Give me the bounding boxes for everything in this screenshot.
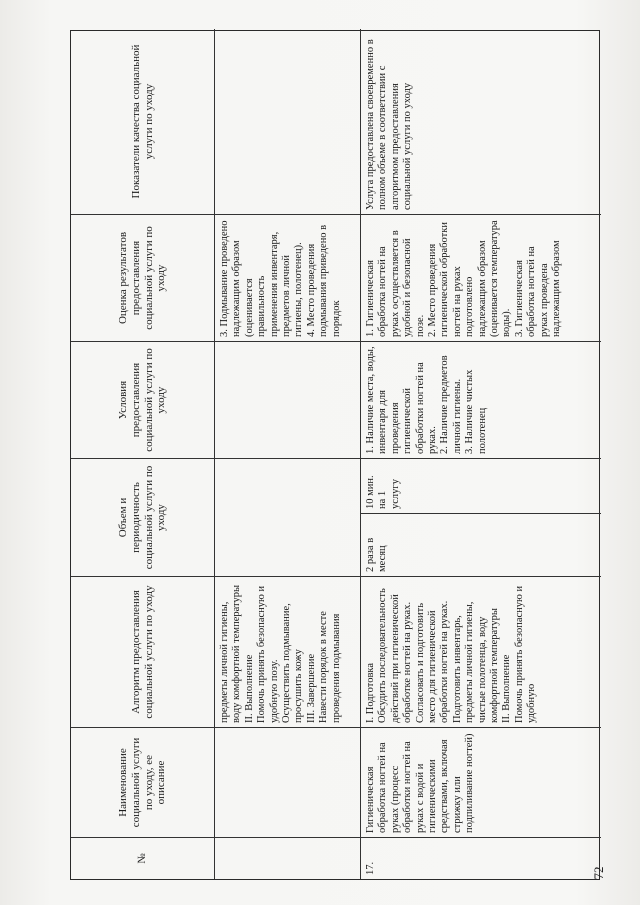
row17-conditions: 1. Наличие места, воды, инвентаря для проведения гигиенической обработки ногтей на руках. 2. Наличие предметов личной гигиены. 3. Наличие чистых полотенец bbox=[361, 341, 601, 458]
header-algorithm: Алгоритм предоставления социальной услуги по уходу bbox=[71, 576, 215, 727]
social-services-table bbox=[70, 30, 600, 880]
header-volume: Объем и периодичность социальной услуги по уходу bbox=[71, 458, 215, 576]
row17-evaluation: 1. Гигиеническая обработка ногтей на руках осуществляется в удобной и безопасной позе. 2. Место проведения гигиенической обработки ногтей на руках подготовлено надлежащим образом (оценивается температура воды). 3. Гигиеническая обработка ногтей на руках проведена надлежащим образом bbox=[361, 214, 601, 341]
prev-algorithm-cell: предметы личной гигиены, воду комфортной температуры II. Выполнение Помочь принять безопасную и удобную позу. Осуществить подмывание, просушить кожу III. Завершение Навести порядок в месте проведения подмывания bbox=[215, 576, 361, 727]
prev-indicators-cell bbox=[215, 29, 361, 214]
prev-num-cell bbox=[215, 837, 361, 879]
header-evaluation: Оценка результатов предоставления социальной услуги по уходу bbox=[71, 214, 215, 341]
row17-service-name: Гигиеническая обработка ногтей на руках (процесс обработки ногтей на руках с водой и гигиеническими средствами, включая стрижку или подпиливание ногтей) bbox=[361, 727, 601, 837]
prev-conditions-cell bbox=[215, 341, 361, 458]
row17-num: 17. bbox=[361, 837, 601, 879]
row17-algorithm: I. Подготовка Обсудить последовательность действий при гигиенической обработке ногтей на руках. Согласовать и подготовить место для гигиенической обработки ногтей на руках. Подготовить инвентарь, предметы личной гигиены, чистые полотенца, воду комфортной температуры II. Выполнение Помочь принять безопасную и удобную bbox=[361, 576, 601, 727]
header-conditions: Условия предоставления социальной услуги по уходу bbox=[71, 341, 215, 458]
row17-duration: 10 мин. на 1 услугу bbox=[361, 458, 601, 513]
header-service-name: Наименование социальной услуги по уходу, ее описание bbox=[71, 727, 215, 837]
page-number: 72 bbox=[591, 866, 606, 880]
row17-frequency: 2 раза в месяц bbox=[361, 513, 601, 576]
prev-name-cell bbox=[215, 727, 361, 837]
row17-quality-indicators: Услуга предоставлена своевременно в полном объеме в соответствии с алгоритмом предоставления социальной услуги по уходу bbox=[365, 39, 414, 210]
header-quality-indicators: Показатели качества социальной услуги по уходу bbox=[71, 29, 215, 214]
prev-volume-cell bbox=[215, 458, 361, 576]
prev-evaluation-cell: 3. Подмывание проведено надлежащим образом (оценивается правильность применения инвентаря, предметов личной гигиены, полотенец). 4. Место проведения подмывания приведено в порядок bbox=[215, 214, 361, 341]
rotated-table-container bbox=[70, 30, 600, 880]
header-num: № bbox=[71, 837, 215, 879]
